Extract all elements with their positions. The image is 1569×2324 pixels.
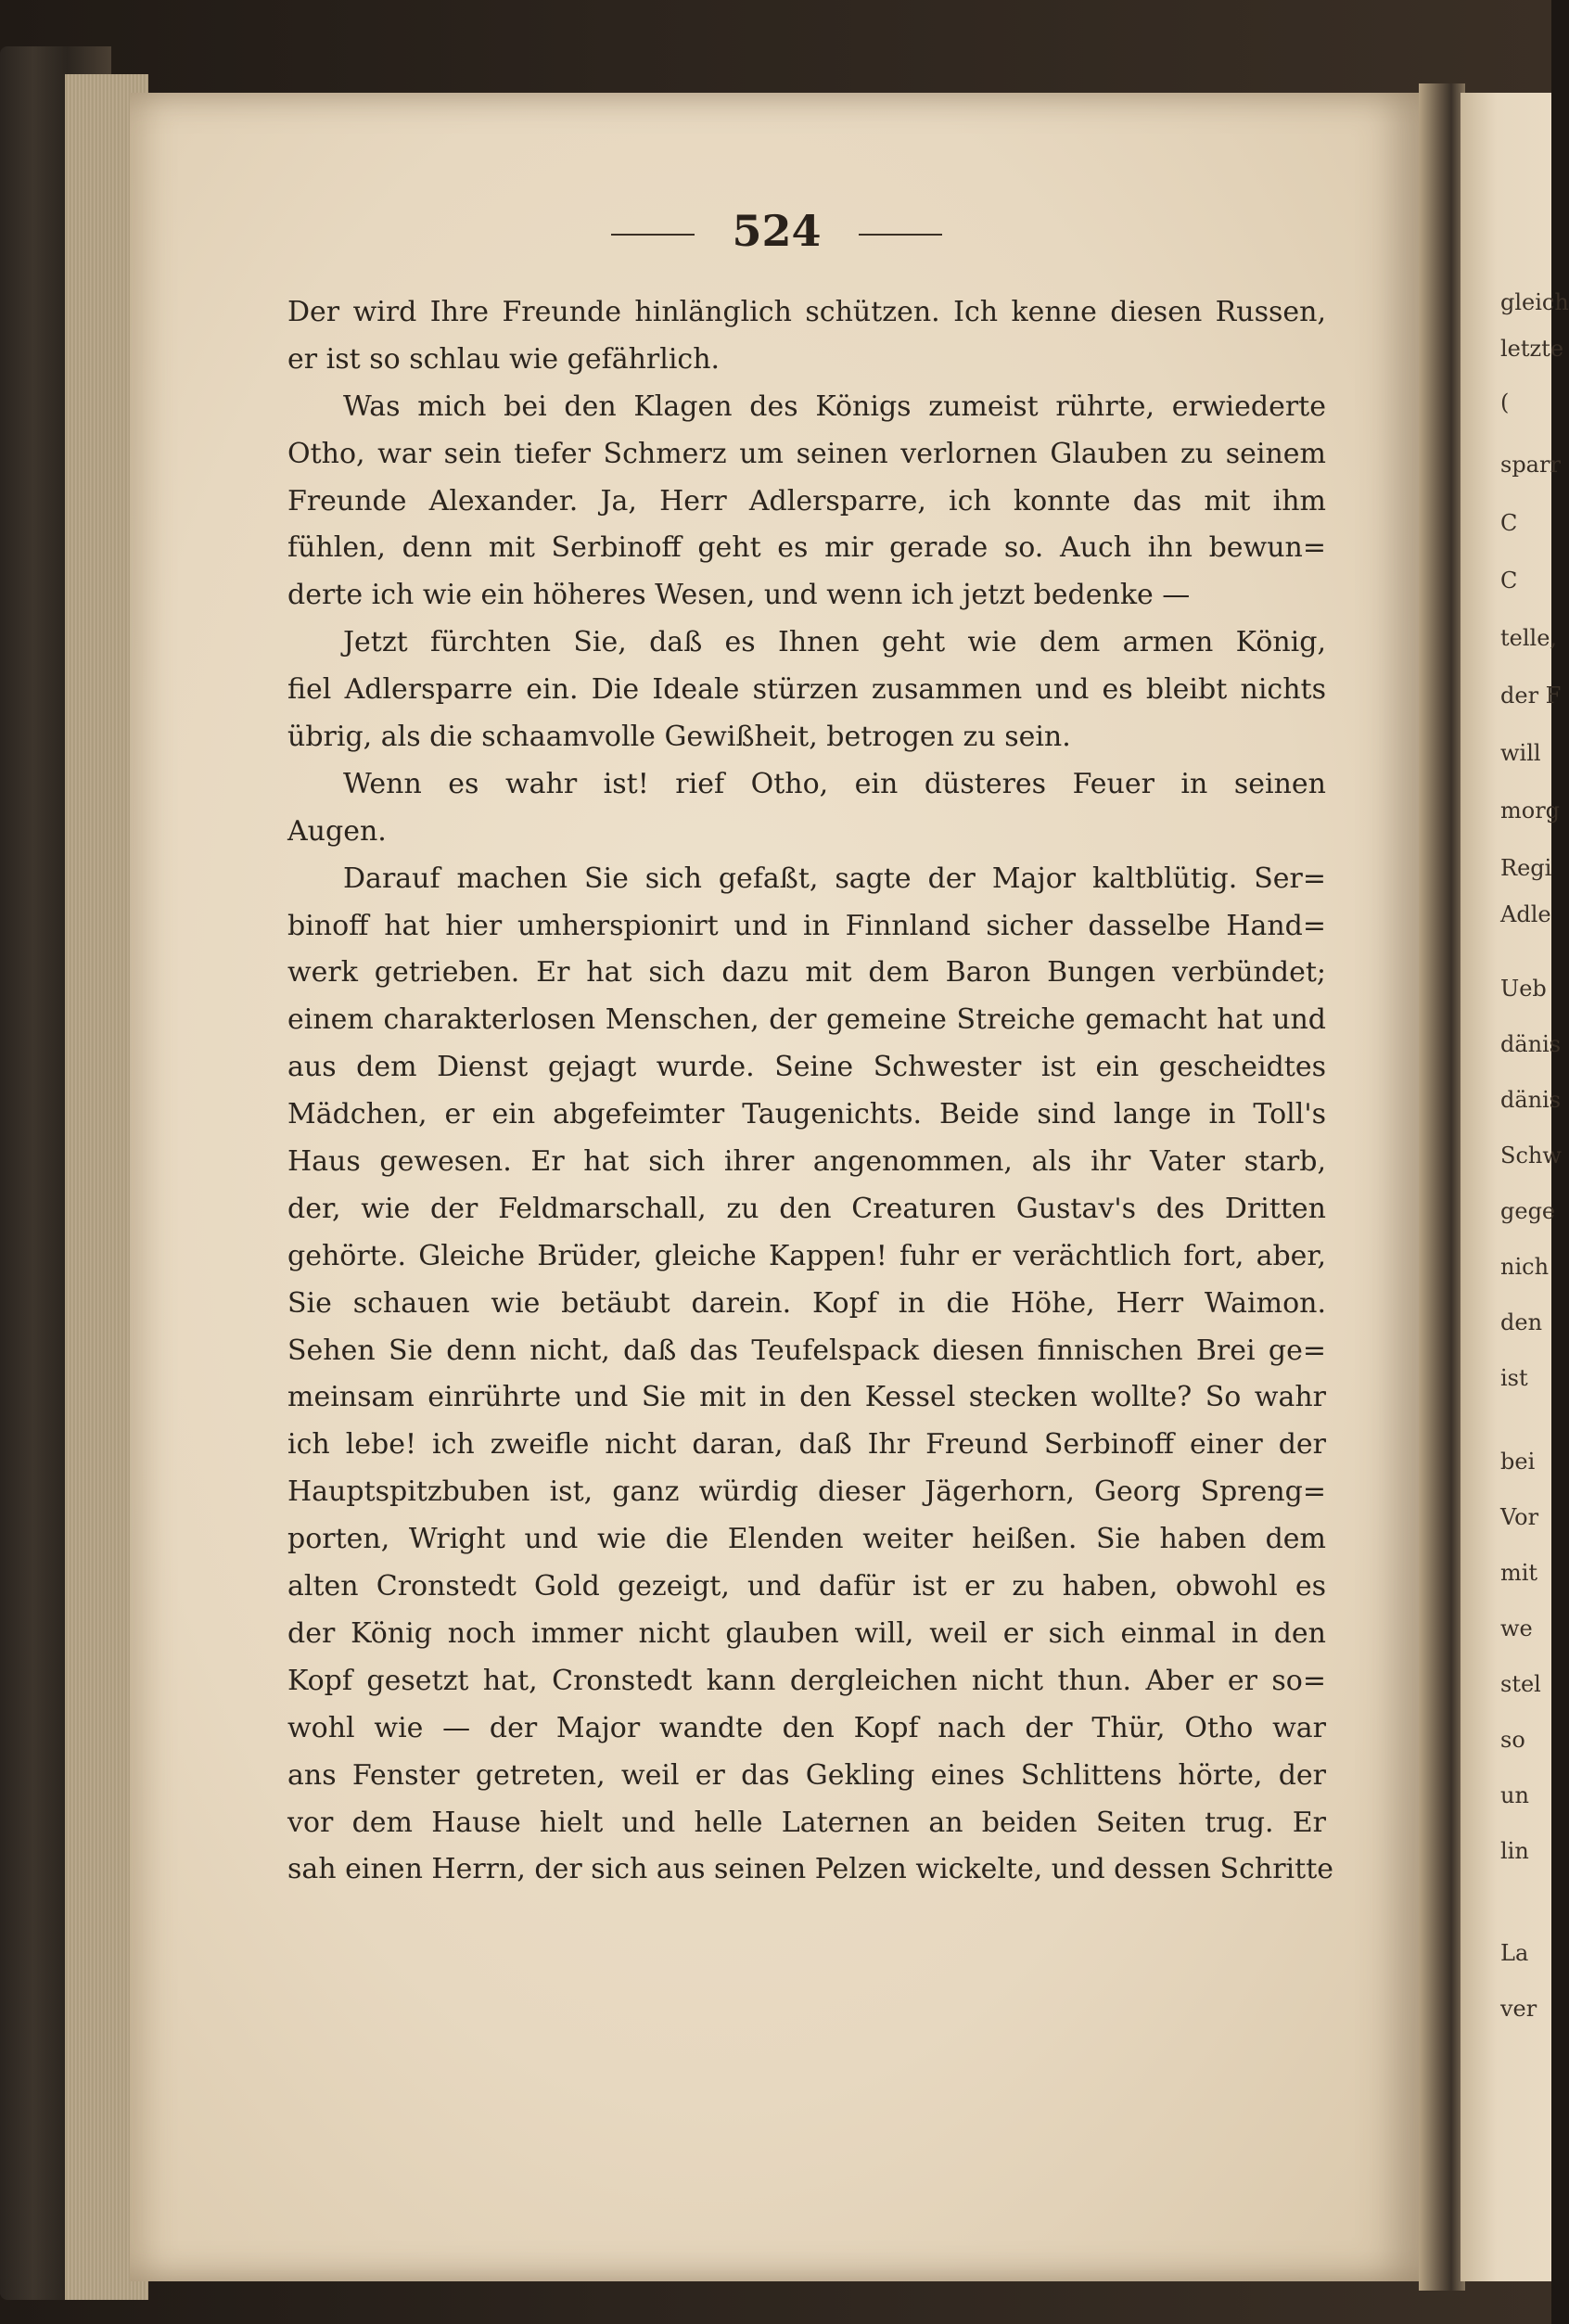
text-line: Kopf gesetzt hat, Cronstedt kann dergleichen nicht thun. Aber er so= [287,1664,1326,1697]
header-dash-right [859,234,942,236]
text-line: Sehen Sie denn nicht, daß das Teufelspack diesen finnischen Brei ge= [287,1334,1326,1367]
next-page-fragment: will [1500,740,1541,766]
text-line: fühlen, denn mit Serbinoff geht es mir gerade so. Auch ihn bewun= [287,531,1326,565]
next-page-fragment: Schw [1500,1143,1562,1168]
next-page-fragment: we [1500,1615,1533,1641]
next-page-fragment: gege [1500,1198,1556,1224]
next-page-fragment: C [1500,568,1518,594]
next-page-fragment: Regi [1500,855,1552,881]
next-page-fragment: La [1500,1940,1529,1966]
page-header [130,206,1423,256]
next-page-fragment: ist [1500,1365,1528,1391]
text-line: der, wie der Feldmarschall, zu den Creaturen Gustav's des Dritten [287,1192,1326,1225]
text-line: Hauptspitzbuben ist, ganz würdig dieser Jägerhorn, Georg Spreng= [287,1475,1326,1509]
text-line: Haus gewesen. Er hat sich ihrer angenommen, als ihr Vater starb, [287,1145,1326,1179]
text-line: er ist so schlau wie gefährlich. [287,342,721,376]
next-page-fragment: so [1500,1727,1525,1753]
text-line: Otho, war sein tiefer Schmerz um seinen verlornen Glauben zu seinem [287,437,1326,470]
text-line: Mädchen, er ein abgefeimter Taugenichts. Beide sind lange in Toll's [287,1098,1326,1131]
text-line: aus dem Dienst gejagt wurde. Seine Schwester ist ein gescheidtes [287,1051,1326,1084]
next-page-fragment: lin [1500,1838,1529,1864]
text-line: Was mich bei den Klagen des Königs zumeist rührte, erwiederte [343,389,1326,423]
next-page-fragment: Vor [1500,1504,1539,1530]
next-page-fragment: Ueb [1500,976,1547,1002]
next-page-fragment: ( [1500,389,1510,415]
next-page-fragment: morg [1500,798,1561,824]
next-page-fragment: ver [1500,1996,1537,2022]
next-page-fragment: dänis [1500,1087,1562,1113]
next-page-fragment: stel [1500,1671,1541,1697]
text-line: derte ich wie ein höheres Wesen, und wenn ich jetzt bedenke — [287,579,1191,612]
text-line: Wenn es wahr ist! rief Otho, ein düsteres Feuer in seinen [343,767,1326,800]
next-page-fragment: letzte [1500,336,1564,362]
text-line: sah einen Herrn, der sich aus seinen Pelzen wickelte, und dessen Schritte [287,1853,1334,1886]
page-number: 524 [732,206,822,256]
text-line: einem charakterlosen Menschen, der gemeine Streiche gemacht hat und [287,1003,1326,1037]
book-gutter [1419,83,1465,2291]
text-line: ans Fenster getreten, weil er das Gekling eines Schlittens hörte, der [287,1758,1326,1792]
text-line: vor dem Hause hielt und helle Laternen an beiden Seiten trug. Er [287,1806,1326,1839]
next-page-fragment: sparr [1500,452,1561,478]
text-line: Jetzt fürchten Sie, daß es Ihnen geht wie dem armen König, [343,626,1326,659]
text-line: alten Cronstedt Gold gezeigt, und dafür ist er zu haben, obwohl es [287,1570,1326,1603]
text-line: werk getrieben. Er hat sich dazu mit dem Baron Bungen verbündet; [287,956,1326,990]
next-page-fragment: der F [1500,683,1562,709]
text-line: gehörte. Gleiche Brüder, gleiche Kappen! fuhr er verächtlich fort, aber, [287,1239,1326,1272]
next-page-fragment: nich [1500,1254,1550,1280]
text-line: Augen. [287,814,387,848]
text-line: Freunde Alexander. Ja, Herr Adlersparre, ich konnte das mit ihm [287,484,1326,517]
text-line: Sie schauen wie betäubt darein. Kopf in die Höhe, Herr Waimon. [287,1286,1326,1320]
text-line: binoff hat hier umherspionirt und in Finnland sicher dasselbe Hand= [287,909,1326,942]
next-page-fragment: gleich [1500,289,1569,315]
header-dash-left [611,234,695,236]
text-line: übrig, als die schaamvolle Gewißheit, betrogen zu sein. [287,721,1071,754]
text-line: ich lebe! ich zweifle nicht daran, daß Ihr Freund Serbinoff einer der [287,1428,1326,1462]
text-line: fiel Adlersparre ein. Die Ideale stürzen zusammen und es bleibt nichts [287,673,1326,707]
next-page-fragment: den [1500,1309,1543,1335]
next-page-fragment: bei [1500,1449,1536,1475]
text-line: porten, Wright und wie die Elenden weiter heißen. Sie haben dem [287,1523,1326,1556]
text-line: Der wird Ihre Freunde hinlänglich schützen. Ich kenne diesen Russen, [287,296,1326,328]
next-page-fragment: un [1500,1782,1529,1808]
text-line: meinsam einrührte und Sie mit in den Kessel stecken wollte? So wahr [287,1381,1326,1414]
next-page-fragment: mit [1500,1560,1538,1586]
text-line: der König noch immer nicht glauben will, weil er sich einmal in den [287,1616,1326,1650]
next-page-fragment: Adle [1500,901,1551,927]
next-page-fragment: C [1500,510,1518,536]
page-body-text [287,289,1334,1894]
text-line: wohl wie — der Major wandte den Kopf nach der Thür, Otho war [287,1711,1326,1744]
next-page-fragment: dänis [1500,1031,1562,1057]
text-line: Darauf machen Sie sich gefaßt, sagte der Major kaltblütig. Ser= [343,862,1326,895]
next-page-fragment: telle, [1500,625,1558,651]
